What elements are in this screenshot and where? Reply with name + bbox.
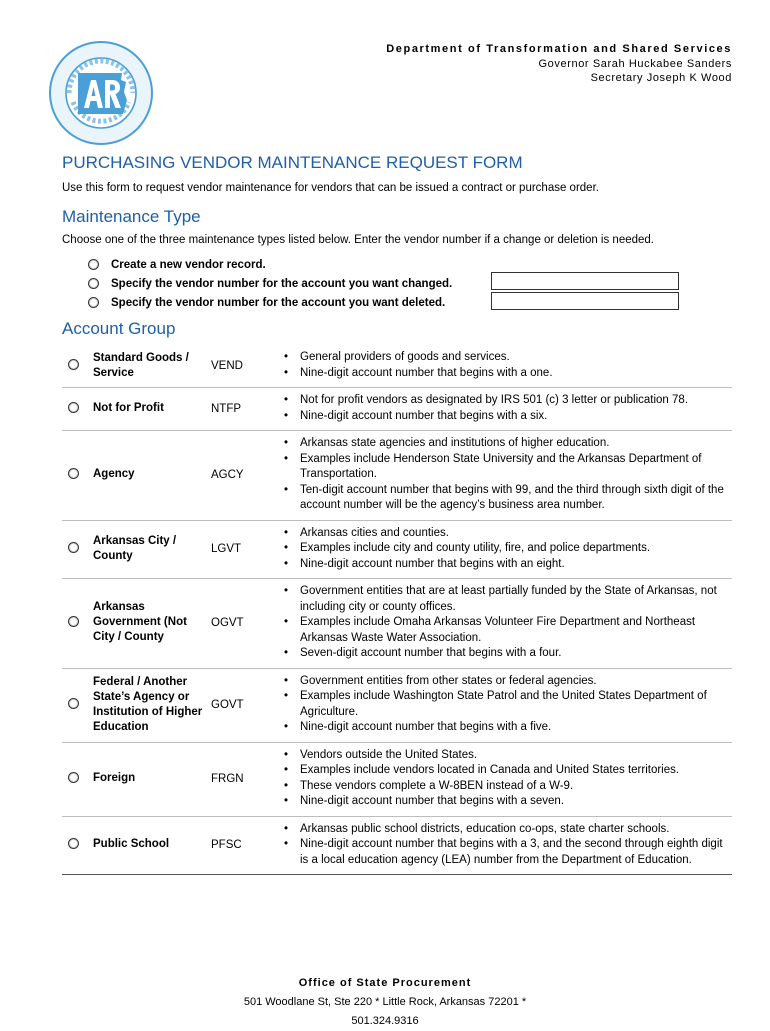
account-name: Arkansas Government (Not City / County [93, 601, 187, 644]
radio-govt-icon[interactable] [68, 698, 79, 709]
department-name: Department of Transformation and Shared Services [386, 43, 732, 55]
account-description [271, 436, 732, 514]
account-name: Not for Profit [93, 402, 164, 414]
change-vendor-number-input[interactable] [491, 272, 679, 290]
description-bullet: • Nine-digit account number that begins with a one. [271, 366, 732, 382]
maintenance-option-label: Specify the vendor number for the account you want changed. [111, 277, 453, 290]
description-bullet: • Arkansas state agencies and institutions of higher education. [271, 436, 732, 452]
footer-phone: 501.324.9316 [351, 1015, 419, 1027]
governor-name: Governor Sarah Huckabee Sanders [538, 57, 732, 70]
maintenance-option-label: Create a new vendor record. [111, 258, 266, 271]
radio-create-icon[interactable] [88, 259, 99, 270]
radio-frgn-icon[interactable] [68, 772, 79, 783]
account-row-ogvt [62, 579, 732, 669]
account-code: VEND [211, 359, 243, 372]
page-footer [0, 974, 770, 1031]
account-name: Agency [93, 468, 135, 481]
form-title: PURCHASING VENDOR MAINTENANCE REQUEST FORM [62, 153, 523, 172]
description-bullet: • Nine-digit account number that begins with a 3, and the second through eighth digit is a local education agency (LEA) number from the Department of Education. [271, 837, 732, 868]
form-intro: Use this form to request vendor maintenance for vendors that can be issued a contract or purchase order. [62, 182, 599, 194]
account-description [271, 674, 732, 736]
account-code: GOVT [211, 698, 244, 711]
account-description [271, 822, 732, 869]
radio-ntfp-icon[interactable] [68, 402, 79, 413]
account-row-agcy [62, 431, 732, 521]
description-bullet: • Nine-digit account number that begins with a five. [271, 720, 732, 736]
radio-agcy-icon[interactable] [68, 468, 79, 479]
radio-change-icon[interactable] [88, 278, 99, 289]
description-bullet: • Ten-digit account number that begins with 99, and the third through sixth digit of the account number will be the agency’s business area number. [271, 483, 732, 514]
account-description [271, 748, 732, 810]
maintenance-option-delete[interactable] [88, 293, 452, 312]
account-name: Foreign [93, 772, 136, 784]
account-description [271, 350, 732, 381]
secretary-name: Secretary Joseph K Wood [590, 72, 732, 84]
account-description [271, 584, 732, 662]
account-description [271, 393, 732, 424]
account-row-ntfp [62, 388, 732, 431]
radio-lgvt-icon[interactable] [68, 542, 79, 553]
description-bullet: • Examples include vendors located in Canada and United States territories. [271, 763, 732, 779]
account-row-lgvt [62, 521, 732, 580]
description-bullet: • Nine-digit account number that begins with a seven. [271, 794, 732, 810]
maintenance-type-description: Choose one of the three maintenance types listed below. Enter the vendor number if a change or deletion is needed. [62, 234, 654, 246]
description-bullet: • Nine-digit account number that begins with a six. [271, 409, 732, 425]
account-group-title: Account Group [62, 319, 176, 338]
description-bullet: • Examples include city and county utility, fire, and police departments. [271, 541, 732, 557]
description-bullet: • Examples include Omaha Arkansas Volunteer Fire Department and Northeast Arkansas Waste Water Association. [271, 615, 732, 646]
description-bullet: • Vendors outside the United States. [271, 748, 732, 764]
footer-address: 501 Woodlane St, Ste 220 * Little Rock, Arkansas 72201 * [243, 996, 527, 1008]
description-bullet: • Arkansas cities and counties. [271, 526, 732, 542]
description-bullet: • Examples include Henderson State University and the Arkansas Department of Transportation. [271, 452, 732, 483]
radio-ogvt-icon[interactable] [68, 616, 79, 627]
description-bullet: • General providers of goods and services. [271, 350, 732, 366]
account-row-frgn [62, 743, 732, 817]
agency-header [386, 42, 732, 86]
description-bullet: • Government entities from other states or federal agencies. [271, 674, 732, 690]
account-code: AGCY [211, 468, 244, 481]
account-code: LGVT [211, 542, 242, 555]
account-row-vend [62, 345, 732, 388]
account-name: Standard Goods / Service [93, 351, 189, 379]
account-name: Federal / Another State’s Agency or Institution of Higher Education [93, 675, 203, 733]
maintenance-option-label: Specify the vendor number for the account you want deleted. [111, 296, 446, 309]
description-bullet: • Government entities that are at least partially funded by the State of Arkansas, not including city or county offices. [271, 584, 732, 615]
maintenance-option-create[interactable] [88, 255, 452, 274]
radio-vend-icon[interactable] [68, 359, 79, 370]
account-name: Arkansas City / County [93, 534, 177, 562]
maintenance-type-title: Maintenance Type [62, 207, 201, 226]
footer-office: Office of State Procurement [298, 977, 472, 989]
account-code: NTFP [211, 402, 242, 415]
account-row-pfsc [62, 817, 732, 876]
description-bullet: • Seven-digit account number that begins with a four. [271, 646, 732, 662]
account-name: Public School [93, 838, 170, 851]
radio-delete-icon[interactable] [88, 297, 99, 308]
description-bullet: • Not for profit vendors as designated by IRS 501 (c) 3 letter or publication 78. [271, 393, 732, 409]
account-description [271, 526, 732, 573]
maintenance-option-change[interactable] [88, 274, 452, 293]
radio-pfsc-icon[interactable] [68, 838, 79, 849]
arkansas-dfa-seal-icon [48, 40, 154, 146]
account-code: PFSC [211, 838, 242, 851]
account-row-govt [62, 669, 732, 743]
delete-vendor-number-input[interactable] [491, 292, 679, 310]
account-code: FRGN [211, 772, 244, 785]
description-bullet: • Arkansas public school districts, education co-ops, state charter schools. [271, 822, 732, 838]
description-bullet: • These vendors complete a W-8BEN instead of a W-9. [271, 779, 732, 795]
account-group-table [62, 345, 732, 875]
description-bullet: • Nine-digit account number that begins with an eight. [271, 557, 732, 573]
maintenance-type-options [88, 255, 452, 312]
description-bullet: • Examples include Washington State Patrol and the United States Department of Agriculture. [271, 689, 732, 720]
account-code: OGVT [211, 616, 244, 629]
